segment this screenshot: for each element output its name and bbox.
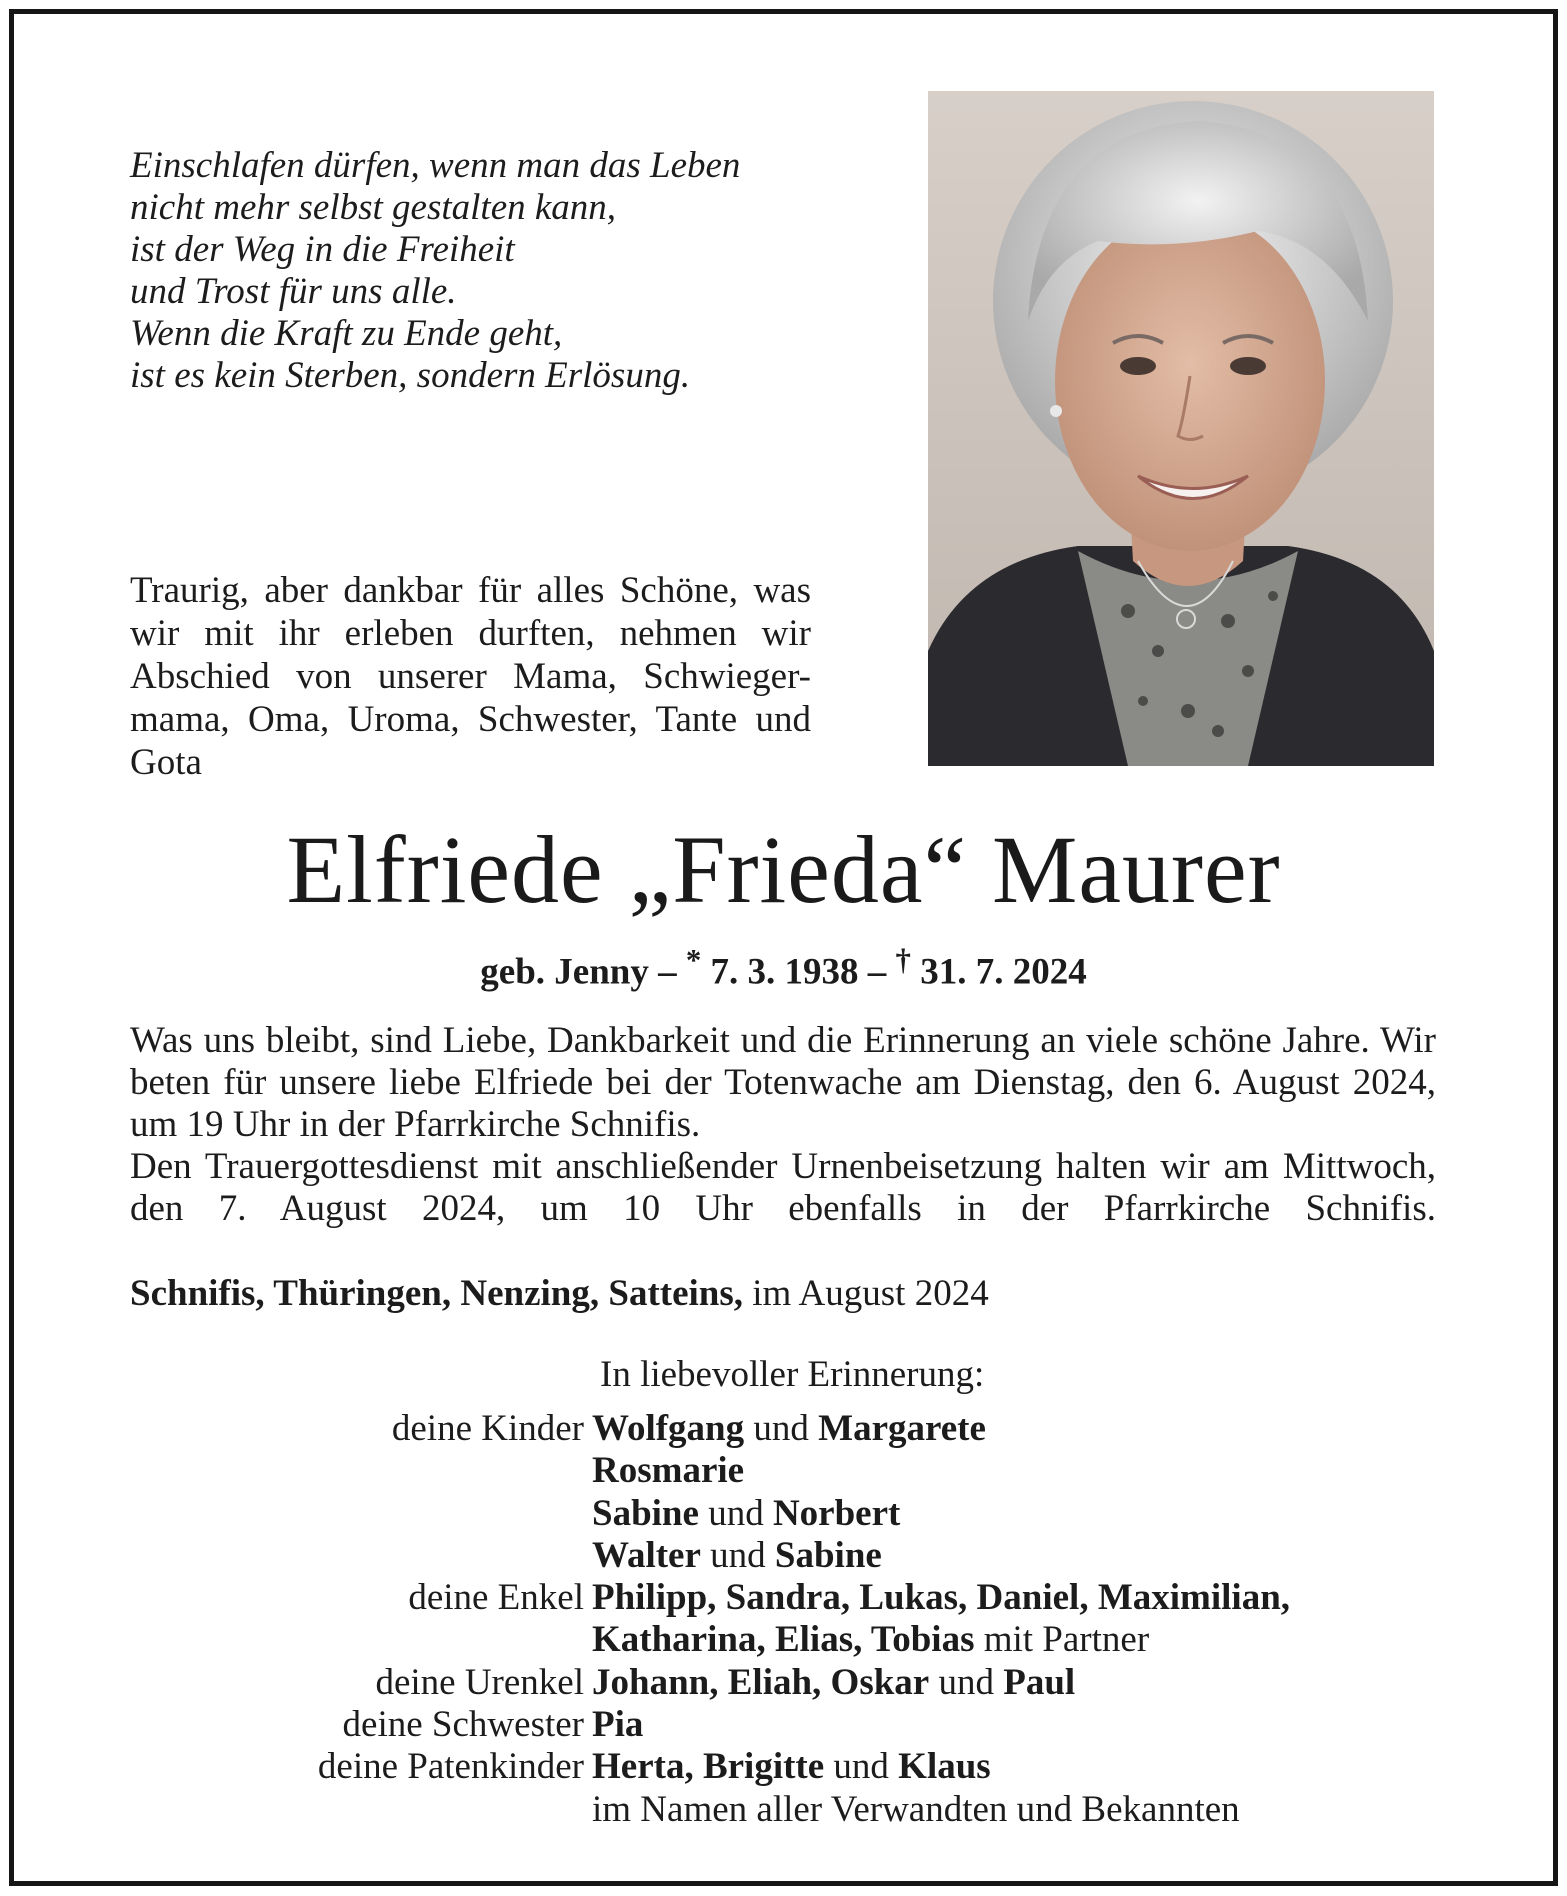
godchild-name: Klaus: [898, 1746, 991, 1788]
funeral-paragraph: Den Trauergottesdienst mit anschließender Urnenbeisetzung halten wir am Mittwoch, den 7. August 2024, um 10 Uhr ebenfalls in der Pfarrkirche Schnifis.: [130, 1146, 1436, 1229]
born-symbol: *: [685, 943, 702, 977]
poem-line: und Trost für uns alle.: [130, 271, 457, 312]
poem-line: Einschlafen dürfen, wenn man das Leben: [130, 145, 741, 186]
portrait-photo: [928, 91, 1434, 766]
family-row: [0, 1493, 1567, 1535]
sister-label: deine Schwester: [342, 1704, 584, 1746]
godchildren-names: Herta, Brigitte: [592, 1746, 825, 1788]
family-row: [0, 1535, 1567, 1577]
grandchildren-names: Philipp, Sandra, Lukas, Daniel, Maximilian,: [592, 1577, 1291, 1619]
date-text: im August 2024: [743, 1273, 989, 1314]
poem: [130, 145, 830, 397]
family-list: [0, 1408, 1567, 1831]
closing-line: im Namen aller Verwandten und Bekannten: [592, 1788, 1240, 1830]
wake-paragraph: Was uns bleibt, sind Liebe, Dankbarkeit und die Erinnerung an viele schöne Jahre. Wir beten für unsere liebe Elfriede bei der Totenwache am Dienstag, den 6. August 2024, um 19 Uhr in der Pfarrkirche Schnifis.: [130, 1020, 1436, 1145]
grandchildren-label: deine Enkel: [408, 1577, 584, 1619]
family-row: [0, 1408, 1567, 1450]
poem-line: ist der Weg in die Freiheit: [130, 229, 515, 270]
partner-name: Norbert: [772, 1492, 901, 1534]
birth-death-line: [0, 938, 1567, 994]
greatgrandchildren-names: Johann, Eliah, Oskar: [592, 1661, 930, 1703]
family-row: [0, 1746, 1567, 1788]
partner-name: Sabine: [774, 1534, 882, 1576]
partner-note: mit Partner: [974, 1619, 1150, 1661]
memory-heading: In liebevoller Erinnerung:: [600, 1354, 985, 1395]
family-row: [0, 1619, 1567, 1661]
birth-date: 7. 3. 1938: [701, 951, 859, 993]
greatgrandchildren-label: deine Urenkel: [375, 1661, 584, 1703]
child-name: Rosmarie: [592, 1450, 745, 1492]
greatgrandchild-name: Paul: [1003, 1661, 1076, 1703]
death-date: 31. 7. 2024: [910, 951, 1087, 993]
family-row: [0, 1577, 1567, 1619]
children-label: deine Kinder: [391, 1408, 584, 1449]
conjunction: und: [700, 1534, 775, 1576]
service-details: [130, 1020, 1436, 1230]
separator: –: [648, 951, 686, 993]
sister-name: Pia: [592, 1704, 644, 1746]
birth-name: geb. Jenny: [480, 951, 649, 993]
poem-line: Wenn die Kraft zu Ende geht,: [130, 313, 563, 354]
intro-text: Traurig, aber dankbar für alles Schöne, was wir mit ihr erleben durften, nehmen wir Abschied von unserer Mama, Schwieger-mama, Oma, Uroma, Schwester, Tante und Gota: [130, 570, 811, 783]
partner-name: Margarete: [818, 1408, 986, 1449]
towns: Schnifis, Thüringen, Nenzing, Satteins,: [130, 1273, 744, 1314]
grandchildren-names: Katharina, Elias, Tobias: [592, 1619, 975, 1661]
conjunction: und: [744, 1408, 819, 1449]
died-symbol: †: [895, 943, 911, 977]
godchildren-label: deine Patenkinder: [317, 1746, 584, 1788]
family-row: [0, 1450, 1567, 1492]
deceased-name: Elfriede „Frieda“ Maurer: [286, 816, 1281, 923]
family-row: [0, 1704, 1567, 1746]
conjunction: und: [929, 1661, 1004, 1703]
family-row: [0, 1662, 1567, 1704]
family-row: [0, 1789, 1567, 1831]
poem-line: ist es kein Sterben, sondern Erlösung.: [130, 355, 691, 396]
poem-line: nicht mehr selbst gestalten kann,: [130, 187, 617, 228]
conjunction: und: [824, 1746, 899, 1788]
child-name: Sabine: [592, 1492, 699, 1534]
separator: –: [858, 951, 896, 993]
conjunction: und: [698, 1492, 773, 1534]
child-name: Wolfgang: [592, 1408, 745, 1449]
child-name: Walter: [592, 1534, 701, 1576]
place-date-line: [130, 1273, 989, 1315]
